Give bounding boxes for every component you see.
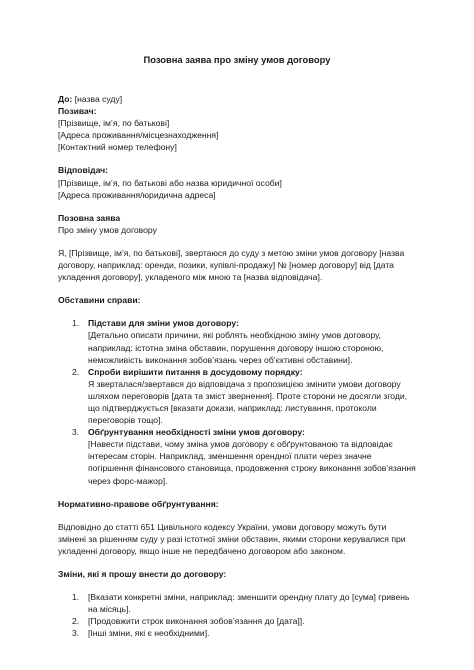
intro-paragraph: Я, [Прізвище, ім’я, по батькові], звертаюся до суду з метою зміни умов договору [назва договору, наприклад: оренди, позики, купівлі-продажу] № [номер договору] від [дата укладення договору], укладеного між мною та [назва відповідача]. <box>58 247 405 283</box>
claim-block <box>58 212 416 236</box>
list-number: 1. <box>72 318 80 329</box>
defendant-label: Відповідач: <box>58 165 109 176</box>
list-item-text: [Вказати конкретні зміни, наприклад: зменшити орендну плату до [сума] гривень на місяць]. <box>88 592 410 615</box>
list-item <box>58 317 416 365</box>
list-item-text: [Продовжити строк виконання зобов’язання до [дата]]. <box>88 616 305 627</box>
list-number: 2. <box>72 616 80 627</box>
list-item <box>58 615 416 627</box>
document-title: Позовна заява про зміну умов договору <box>143 54 331 65</box>
list-item-title: Обґрунтування необхідності зміни умов договору: <box>88 427 305 438</box>
list-item-title: Спроби вирішити питання в досудовому порядку: <box>88 366 303 377</box>
list-number: 3. <box>72 427 80 438</box>
legal-basis-heading: Нормативно-правове обґрунтування: <box>58 498 219 509</box>
plaintiff-name: [Прізвище, ім’я, по батькові] <box>58 118 170 129</box>
list-number: 1. <box>72 592 80 603</box>
legal-basis-text: Відповідно до статті 651 Цивільного кодексу України, умови договору можуть бути змінені за рішенням суду у разі істотної зміни обставин, якими сторони керувалися при укладенні договору, якщо інше не передбачено договором або законом. <box>58 521 406 556</box>
defendant-address: [Адреса проживання/юридична адреса] <box>58 189 216 200</box>
defendant-block <box>58 164 416 200</box>
list-number: 3. <box>72 628 80 639</box>
plaintiff-address: [Адреса проживання/місцезнаходження] <box>58 130 219 141</box>
claim-label: Позовна заява <box>58 212 121 223</box>
list-item-text: [Навести підстави, чому зміна умов договору є обґрунтованою та відповідає інтересам сторін. Наприклад, зменшення орендної плати через значне погіршення фінансового становища, продовження строку виконання зобов’язання через форс-мажор]. <box>88 439 416 486</box>
changes-list <box>58 591 416 639</box>
plaintiff-phone: [Контактний номер телефону] <box>58 142 177 153</box>
circumstances-heading: Обставини справи: <box>58 295 141 306</box>
court-label: До: <box>58 94 73 104</box>
list-item-title: Підстави для зміни умов договору: <box>88 318 239 329</box>
list-item <box>58 426 416 486</box>
changes-heading: Зміни, які я прошу внести до договору: <box>58 569 227 579</box>
list-item <box>58 366 416 426</box>
list-number: 2. <box>72 366 80 377</box>
court-value: [назва суду] <box>74 94 123 104</box>
court-block <box>58 93 416 153</box>
circumstances-list <box>58 317 416 486</box>
list-item <box>58 591 416 615</box>
plaintiff-label: Позивач: <box>58 106 97 117</box>
list-item-text: [Детально описати причини, які роблять необхідною зміну умов договору, наприклад: істотна зміна обставин, порушення договору іншою стороною, неможливість виконання зобов’язань через об’єктивні обставини]. <box>88 330 384 365</box>
list-item <box>58 627 416 639</box>
defendant-name: [Прізвище, ім’я, по батькові або назва юридичної особи] <box>58 177 282 188</box>
claim-subject: Про зміну умов договору <box>58 224 157 235</box>
list-item-text: Я зверталася/звертався до відповідача з пропозицією змінити умови договору шляхом переговорів [дата та зміст звернення]. Проте сторони не досягли згоди, що підтверджується [вказати докази, наприклад: листування, протоколи переговорів тощо]. <box>88 378 408 426</box>
list-item-text: [Інші зміни, які є необхідними]. <box>88 628 210 639</box>
